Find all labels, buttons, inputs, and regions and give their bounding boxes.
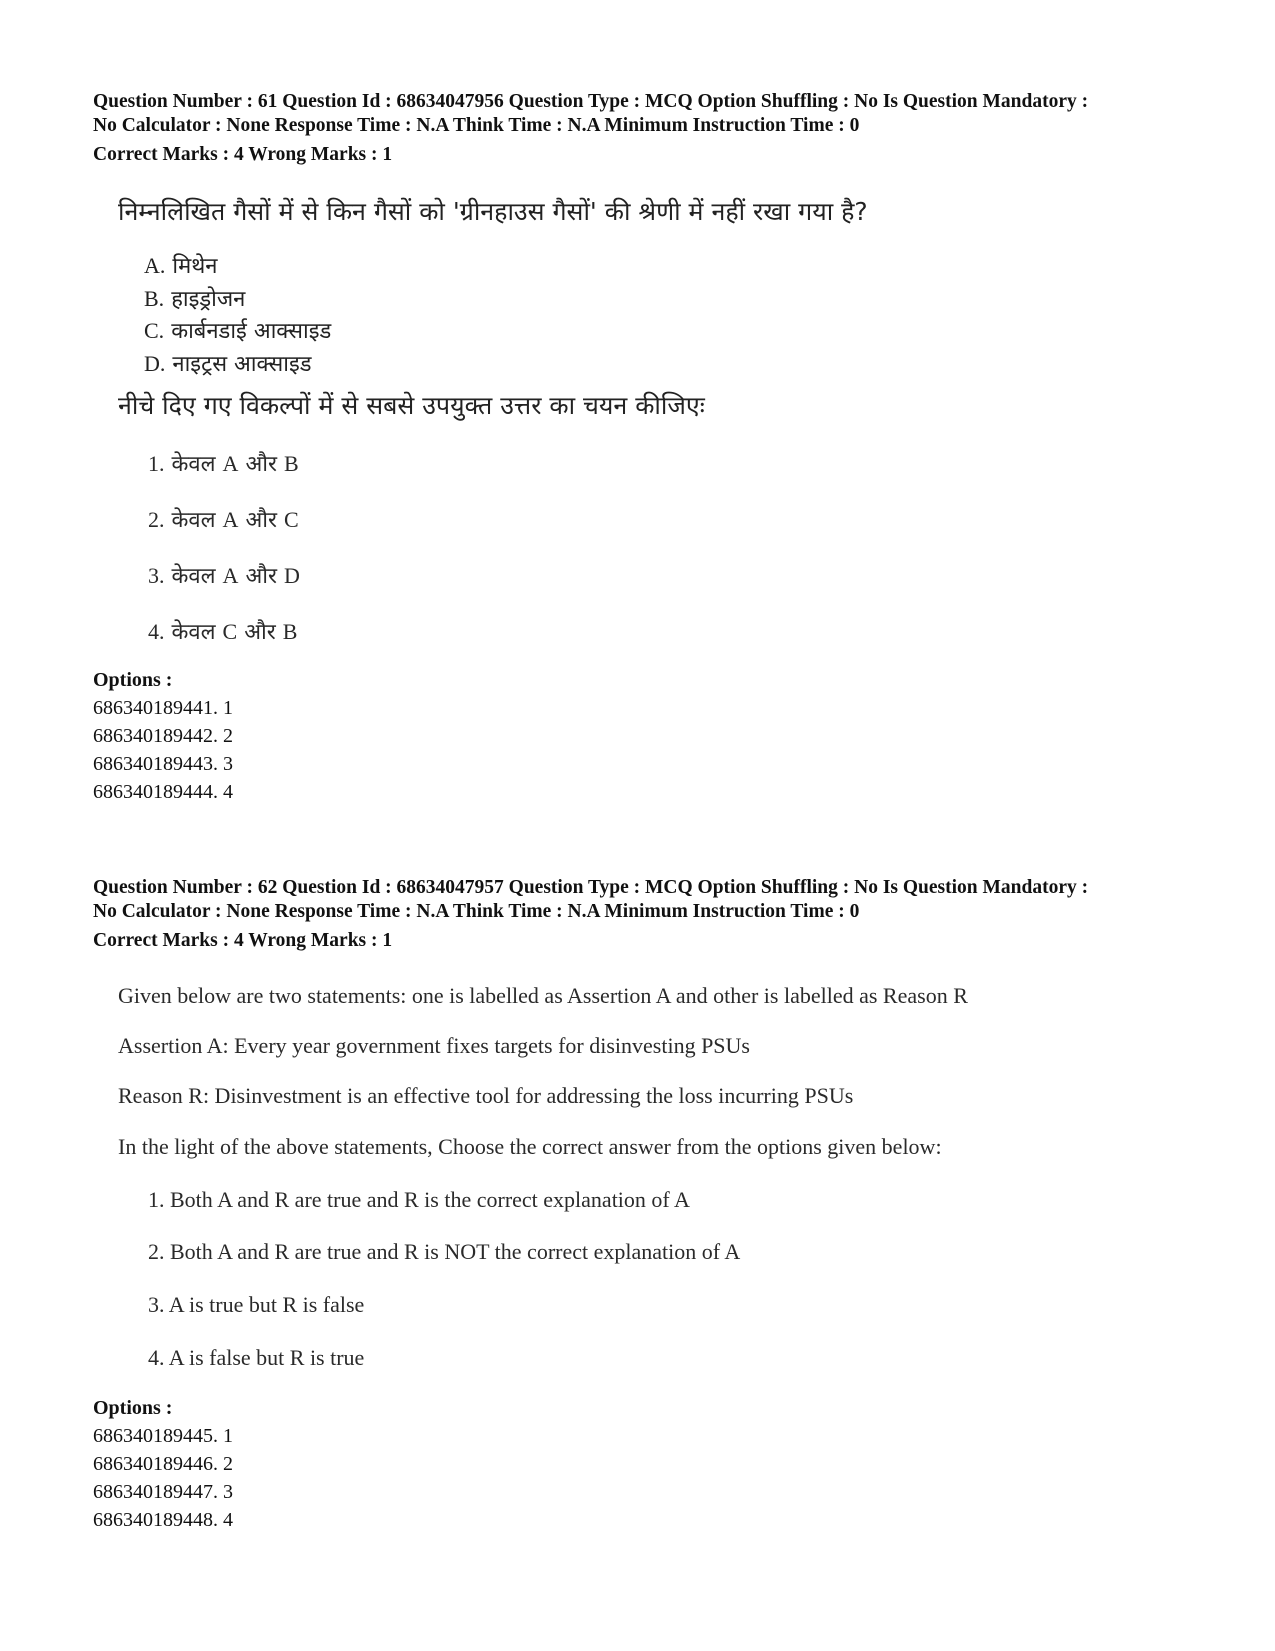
choice-number: 2. (148, 507, 165, 532)
choice-word: केवल (171, 564, 216, 589)
meta-line-2: No Calculator : None Response Time : N.A Think Time : N.A Minimum Instruction Time : 0 (93, 115, 860, 136)
choice-number: 4. (148, 619, 165, 644)
choice-2 (148, 506, 299, 535)
choice-letter: D (283, 563, 300, 588)
question-stem: निम्नलिखित गैसों में से किन गैसों को 'ग्रीनहाउस गैसों' की श्रेणी में नहीं रखा गया है? (118, 197, 868, 226)
statement-a (144, 250, 331, 283)
options-heading: Options : (93, 669, 173, 691)
choice-conjunction: और (245, 508, 277, 533)
question-meta (93, 90, 1213, 167)
statement-text: मिथेन (172, 254, 218, 279)
choice-4: 4. A is false but R is true (148, 1345, 365, 1370)
choice-word: केवल (171, 620, 216, 645)
statement-text: हाइड्रोजन (171, 286, 246, 312)
option-row: 686340189446. 2 (93, 1453, 233, 1475)
options-heading: Options : (93, 1397, 173, 1419)
option-row: 686340189448. 4 (93, 1509, 233, 1531)
choice-word: केवल (171, 508, 216, 533)
reason-text: Reason R: Disinvestment is an effective tool for addressing the loss incurring PSUs (118, 1083, 854, 1108)
statement-c (144, 315, 331, 348)
option-row: 686340189442. 2 (93, 725, 233, 747)
choice-3 (148, 562, 300, 591)
question-62 (93, 876, 1213, 1531)
option-row: 686340189447. 3 (93, 1481, 233, 1503)
choice-number: 3. (148, 563, 165, 588)
statement-d (144, 348, 331, 381)
choice-1: 1. Both A and R are true and R is the correct explanation of A (148, 1187, 690, 1212)
choice-conjunction: और (244, 620, 276, 645)
choice-letter: A (222, 563, 239, 588)
choice-letter: B (283, 451, 299, 476)
instruction-text: नीचे दिए गए विकल्पों में से सबसे उपयुक्त उत्तर का चयन कीजिएः (118, 391, 705, 420)
assertion-text: Assertion A: Every year government fixes targets for disinvesting PSUs (118, 1033, 750, 1058)
question-61 (93, 90, 1213, 803)
choice-letter: C (283, 507, 299, 532)
choice-2: 2. Both A and R are true and R is NOT the correct explanation of A (148, 1239, 741, 1264)
choice-letter: A (222, 451, 239, 476)
choice-letter: B (282, 619, 298, 644)
choice-4 (148, 618, 297, 647)
choice-1 (148, 450, 299, 479)
choice-number: 1. (148, 451, 165, 476)
choice-word: केवल (171, 452, 216, 477)
choice-conjunction: और (245, 564, 277, 589)
statement-label: A. (144, 253, 166, 278)
meta-line-1: Question Number : 62 Question Id : 68634047957 Question Type : MCQ Option Shuffling : No Is Question Mandatory : (93, 877, 1089, 898)
choice-3: 3. A is true but R is false (148, 1292, 365, 1317)
option-row: 686340189445. 1 (93, 1425, 233, 1447)
stem-intro: Given below are two statements: one is labelled as Assertion A and other is labelled as Reason R (118, 983, 968, 1008)
choice-conjunction: और (245, 452, 277, 477)
choice-letter: C (222, 619, 238, 644)
statement-b (144, 283, 331, 316)
instruction-text: In the light of the above statements, Choose the correct answer from the options given below: (118, 1134, 942, 1159)
option-row: 686340189444. 4 (93, 781, 233, 803)
option-row: 686340189441. 1 (93, 697, 233, 719)
statement-label: B. (144, 285, 165, 311)
statement-list (144, 250, 331, 380)
statement-label: D. (144, 350, 166, 376)
meta-line-2: No Calculator : None Response Time : N.A Think Time : N.A Minimum Instruction Time : 0 (93, 901, 860, 922)
marks-line: Correct Marks : 4 Wrong Marks : 1 (93, 144, 393, 165)
statement-label: C. (144, 318, 165, 343)
statement-text: नाइट्रस आक्साइड (172, 351, 312, 377)
option-row: 686340189443. 3 (93, 753, 233, 775)
marks-line: Correct Marks : 4 Wrong Marks : 1 (93, 930, 393, 951)
choice-letter: A (222, 507, 239, 532)
question-meta (93, 876, 1213, 953)
statement-text: कार्बनडाई आक्साइड (171, 319, 332, 344)
meta-line-1: Question Number : 61 Question Id : 68634047956 Question Type : MCQ Option Shuffling : No Is Question Mandatory : (93, 91, 1089, 112)
